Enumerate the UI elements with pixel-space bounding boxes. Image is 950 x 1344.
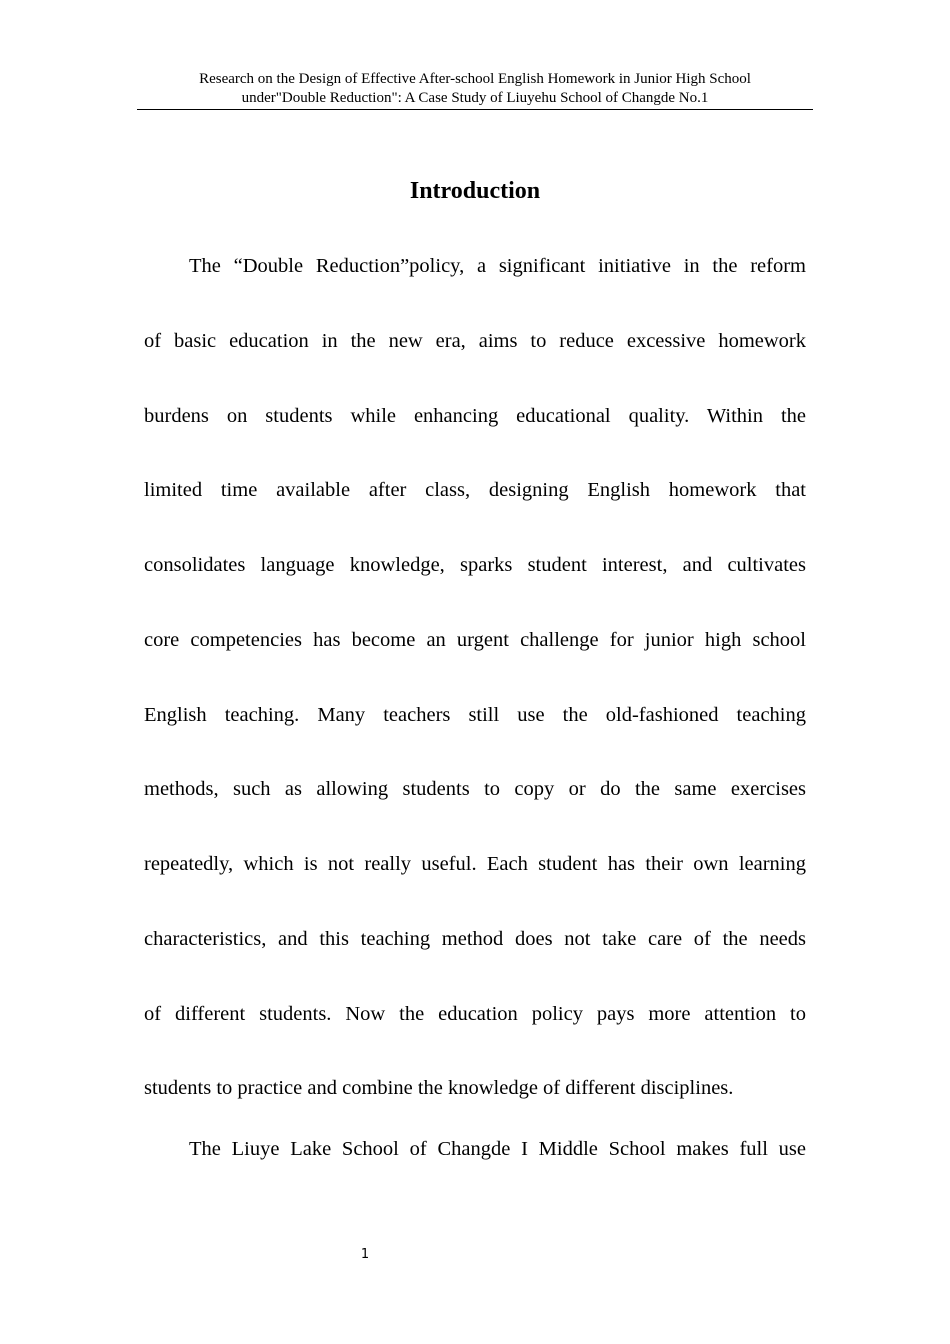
paragraph-line: The Liuye Lake School of Changde I Middle School makes full use (189, 1138, 806, 1160)
paragraph-line: consolidates language knowledge, sparks student interest, and cultivates (144, 554, 806, 576)
paragraph-line: of different students. Now the education policy pays more attention to (144, 1002, 806, 1025)
paragraph-line: limited time available after class, designing English homework that (144, 479, 806, 502)
paragraph-line: repeatedly, which is not really useful. Each student has their own learning (144, 853, 806, 875)
running-header-line-2: under"Double Reduction": A Case Study of Liuyehu School of Changde No.1 (241, 90, 709, 106)
paragraph-2 (144, 1135, 806, 1210)
paragraph-line: students to practice and combine the knowledge of different disciplines. (144, 1077, 734, 1100)
paragraph-line: of basic education in the new era, aims to reduce excessive homework (144, 329, 806, 352)
section-title: Introduction (409, 178, 541, 204)
paragraph-line: methods, such as allowing students to copy or do the same exercises (144, 778, 806, 801)
running-header-line-1: Research on the Design of Effective After-school English Homework in Junior High School (199, 71, 751, 87)
page-number: 1 (360, 1247, 370, 1262)
paragraph-line: English teaching. Many teachers still use the old-fashioned teaching (144, 703, 806, 726)
paragraph-1 (144, 252, 806, 1149)
paragraph-line: burdens on students while enhancing educational quality. Within the (144, 404, 806, 427)
paragraph-line: core competencies has become an urgent challenge for junior high school (144, 628, 806, 651)
running-header (137, 70, 813, 110)
paragraph-line: characteristics, and this teaching method does not take care of the needs (144, 927, 806, 950)
paragraph-line: The “Double Reduction”policy, a significant initiative in the reform (189, 255, 806, 277)
